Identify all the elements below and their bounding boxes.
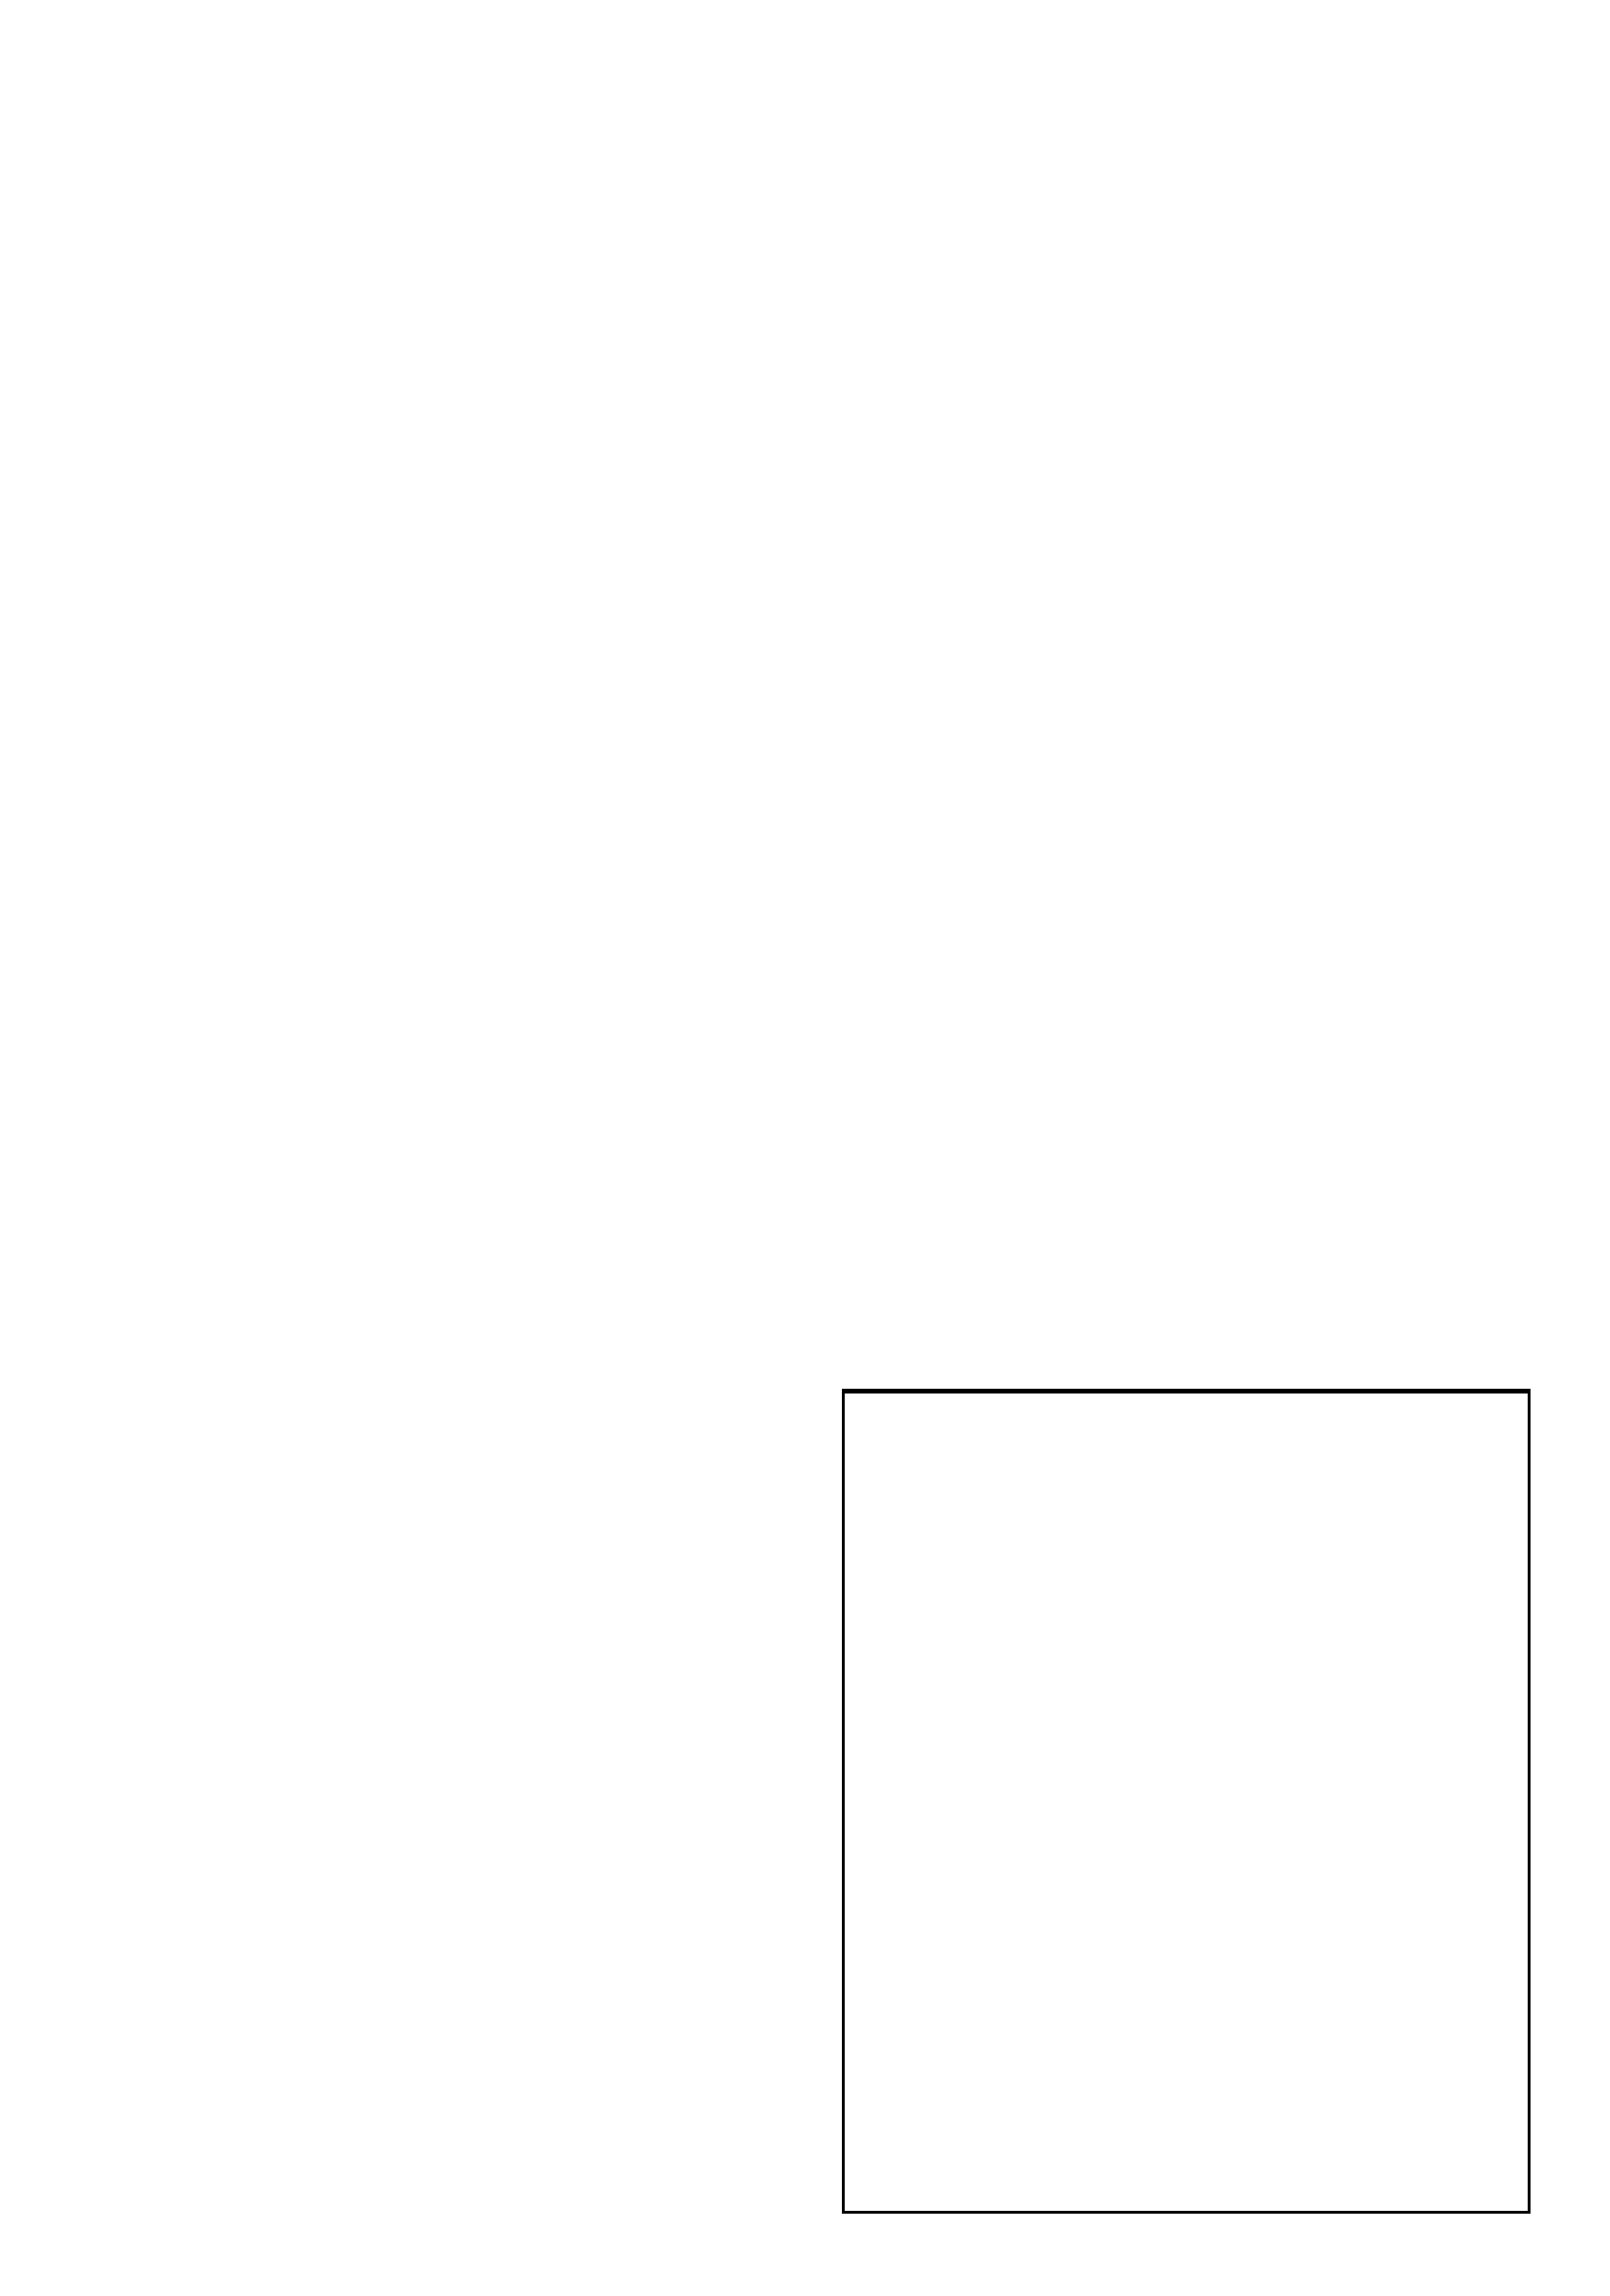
prayer-intentions-table (842, 1389, 1531, 2214)
page-title (66, 85, 766, 151)
page-subtitle (66, 161, 766, 218)
prayer-section (845, 1392, 1528, 1393)
